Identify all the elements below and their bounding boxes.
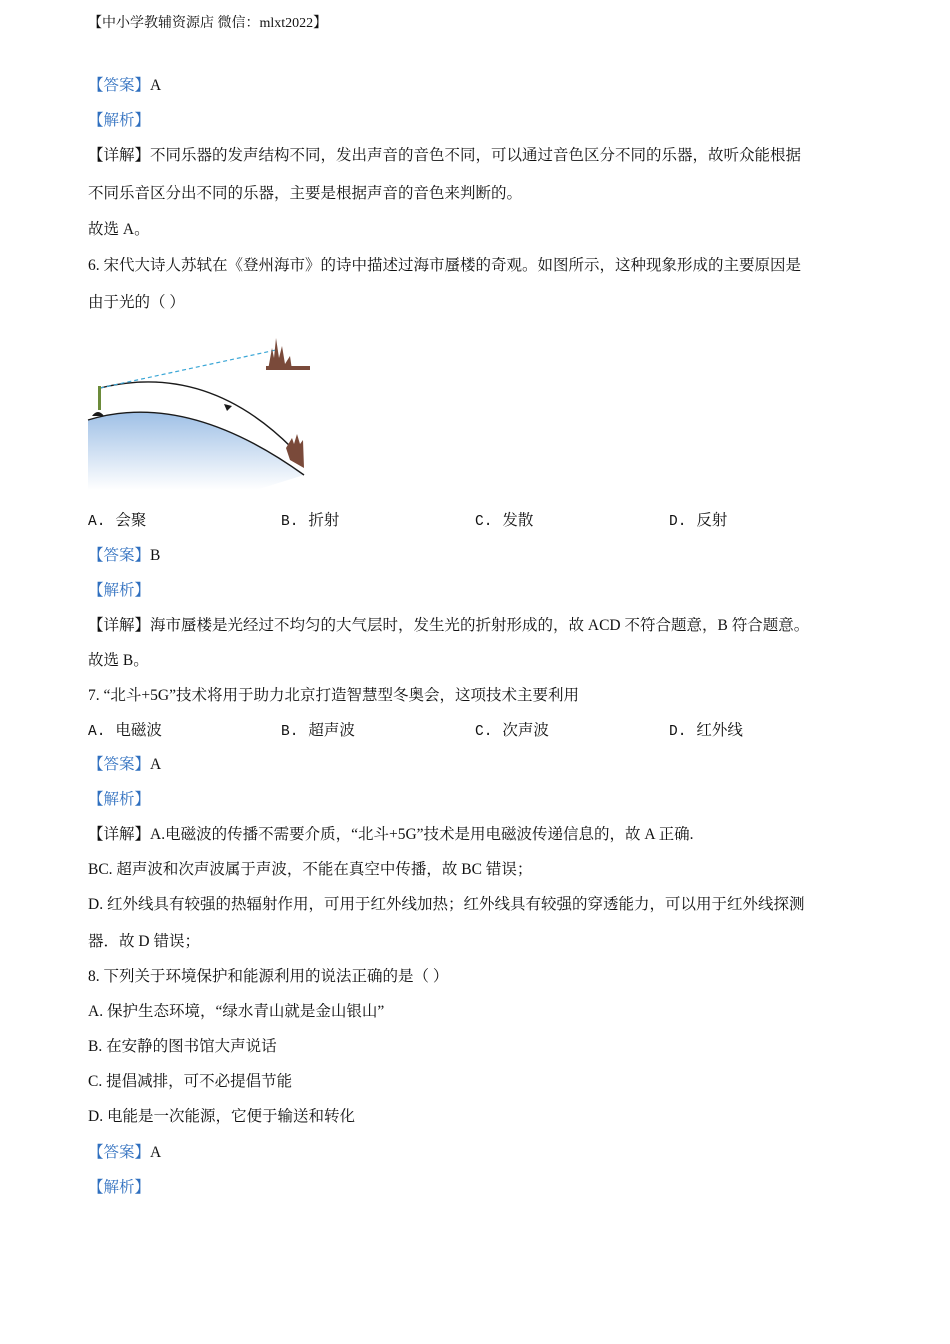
q6-detail-line [88,616,809,636]
q7-option-c [475,721,549,742]
real-city-icon [286,434,304,468]
q7-analysis-tag: 【解析】 [88,791,151,808]
option-text: 发散 [502,512,534,529]
q7-detail-line2: BC. 超声波和次声波属于声波，不能在真空中传播，故 BC 错误； [88,861,533,878]
option-text: 反射 [696,512,728,529]
answer-tag: 【答案】 [88,77,151,94]
option-text: 红外线 [696,722,743,739]
q6-stem-line2: 由于光的（ ） [88,294,185,311]
q6-answer-line [88,546,160,566]
option-label: A. [88,724,106,740]
q6-option-b [281,511,339,532]
q7-detail-text: A.电磁波的传播不需要介质，“北斗+5G”技术是用电磁波传递信息的，故 A 正确. [150,826,694,843]
option-text: 会聚 [115,512,147,529]
q8-option-d: D. 电能是一次能源，它便于输送和转化 [88,1108,355,1125]
q7-detail-line1 [88,825,694,845]
detail-tag: 【详解】 [88,617,151,634]
q5-detail-line2: 不同乐音区分出不同的乐器，主要是根据声音的音色来判断的。 [88,185,523,202]
q6-option-d [669,511,727,532]
q5-detail-line1 [88,146,801,166]
q5-answer-line [88,76,161,96]
q8-option-a: A. 保护生态环境，“绿水青山就是金山银山” [88,1003,385,1020]
q8-answer: A [150,1144,162,1161]
option-label: D. [669,514,687,530]
q8-option-c: C. 提倡减排，可不必提倡节能 [88,1073,293,1090]
q8-stem: 8. 下列关于环境保护和能源利用的说法正确的是（ ） [88,968,449,985]
q5-conclusion: 故选 A。 [88,221,150,238]
option-text: 电磁波 [115,722,162,739]
mirage-figure [86,330,318,490]
page-header: 【中小学教辅资源店 微信：mlxt2022】 [88,16,328,31]
q7-answer-line [88,755,161,775]
q7-option-b [281,721,355,742]
q5-detail-text: 不同乐器的发声结构不同，发出声音的音色不同，可以通过音色区分不同的乐器，故听众能根据 [150,147,802,164]
q6-option-a [88,511,146,532]
option-label: D. [669,724,687,740]
q7-detail-line4: 器．故 D 错误； [88,933,200,950]
answer-tag: 【答案】 [88,547,151,564]
option-label: B. [281,724,299,740]
q8-answer-line [88,1143,161,1163]
observer-figure [98,386,101,410]
q7-detail-line3: D. 红外线具有较强的热辐射作用，可用于红外线加热；红外线具有较强的穿透能力，可以用于红外线探测 [88,896,805,913]
q6-conclusion: 故选 B。 [88,652,149,669]
observer-icon [92,412,104,416]
option-label: C. [475,514,493,530]
answer-tag: 【答案】 [88,1144,151,1161]
option-label: B. [281,514,299,530]
answer-tag: 【答案】 [88,756,151,773]
light-arrow-icon [224,404,232,411]
q6-answer: B [150,547,161,564]
q6-stem-line1: 6. 宋代大诗人苏轼在《登州海市》的诗中描述过海市蜃楼的奇观。如图所示，这种现象形成的主要原因是 [88,257,802,274]
option-label: C. [475,724,493,740]
q7-answer: A [150,756,162,773]
q8-option-b: B. 在安静的图书馆大声说话 [88,1038,277,1055]
option-text: 折射 [308,512,340,529]
option-label: A. [88,514,106,530]
q5-analysis-tag: 【解析】 [88,112,151,129]
detail-tag: 【详解】 [88,147,151,164]
q7-option-d [669,721,743,742]
q5-answer: A [150,77,162,94]
earth-surface [88,412,304,490]
mirage-city-icon [266,338,310,370]
apparent-sight-line [100,350,276,388]
q7-option-a [88,721,162,742]
q6-detail-text: 海市蜃楼是光经过不均匀的大气层时，发生光的折射形成的，故 ACD 不符合题意，B 符合题意。 [150,617,810,634]
q6-analysis-tag: 【解析】 [88,582,151,599]
q7-stem: 7. “北斗+5G”技术将用于助力北京打造智慧型冬奥会，这项技术主要利用 [88,687,579,704]
detail-tag: 【详解】 [88,826,151,843]
option-text: 超声波 [308,722,355,739]
option-text: 次声波 [502,722,549,739]
q6-option-c [475,511,533,532]
q8-analysis-tag: 【解析】 [88,1179,151,1196]
